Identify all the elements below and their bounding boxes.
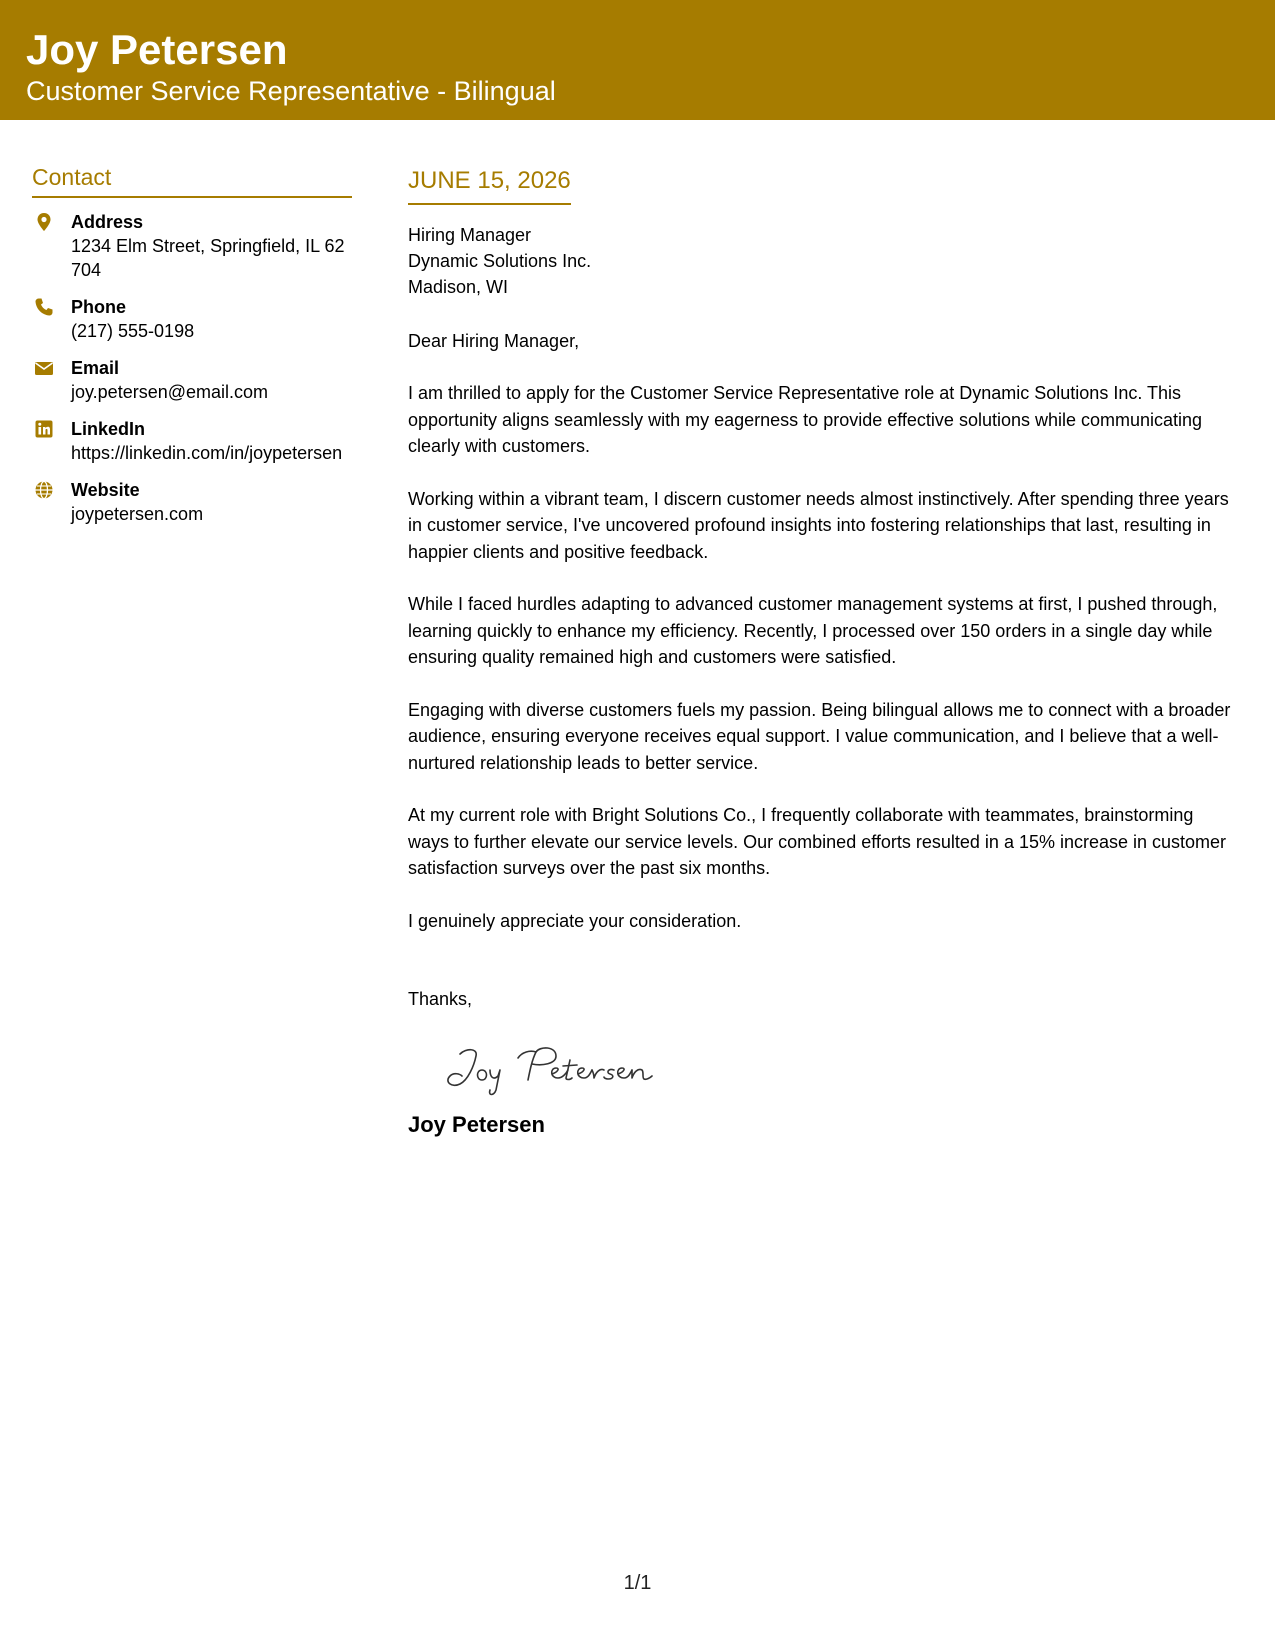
contact-item-address [32, 210, 352, 282]
linkedin-icon [34, 419, 54, 439]
contact-item-website [32, 478, 352, 526]
paragraph-4: Engaging with diverse customers fuels my passion. Being bilingual allows me to connect with a broader audience, ensuring everyone receives equal support. I value communication, and I believe that a well-nurtured relationship leads to better service. [408, 699, 1231, 773]
signer-name: Joy Petersen [408, 1112, 545, 1137]
recipient-line-location: Madison, WI [408, 277, 509, 297]
contact-label-address: Address [71, 212, 144, 232]
contact-label-website: Website [71, 480, 140, 500]
contact-value-linkedin[interactable]: https://linkedin.com/in/joypetersen [71, 443, 343, 463]
envelope-icon [34, 358, 54, 378]
contact-label-email: Email [71, 358, 120, 378]
contact-value-phone: (217) 555-0198 [71, 321, 195, 341]
globe-icon [34, 480, 54, 500]
contact-list [32, 210, 352, 526]
contact-value-website[interactable]: joypetersen.com [71, 504, 204, 524]
applicant-name: Joy Petersen [26, 26, 288, 73]
handwritten-signature [432, 1040, 662, 1100]
paragraph-5: At my current role with Bright Solutions Co., I frequently collaborate with teammates, brainstorming ways to further elevate our service levels. Our combined efforts resulted in a 15% increase in customer satisfaction surveys over the past six months. [408, 805, 1227, 878]
contact-label-phone: Phone [71, 297, 127, 317]
contact-value-address: 1234 Elm Street, Springfield, IL 62704 [71, 236, 345, 280]
contact-item-phone [32, 295, 352, 343]
contact-item-linkedin [32, 417, 352, 465]
paragraph-1: I am thrilled to apply for the Customer Service Representative role at Dynamic Solutions Inc. This opportunity aligns seamlessly with my eagerness to provide effective solutions while communicating clearly with customers. [408, 383, 1203, 456]
contact-value-email[interactable]: joy.petersen@email.com [71, 382, 269, 402]
paragraph-3: While I faced hurdles adapting to advanced customer management systems at first, I pushed through, learning quickly to enhance my efficiency. Recently, I processed over 150 orders in a single day while ensuring quality remained high and customers were satisfied. [408, 594, 1218, 667]
contact-label-linkedin: LinkedIn [71, 419, 146, 439]
applicant-title: Customer Service Representative - Bilingual [26, 76, 556, 106]
paragraph-2: Working within a vibrant team, I discern customer needs almost instinctively. After spending three years in customer service, I've uncovered profound insights into fostering relationships that last, resulting in happier clients and positive feedback. [408, 488, 1229, 562]
map-pin-icon [34, 212, 54, 232]
paragraph-6: I genuinely appreciate your consideration. [408, 910, 742, 931]
header-banner [0, 0, 1275, 120]
recipient-block [408, 222, 1238, 300]
recipient-line-company: Dynamic Solutions Inc. [408, 251, 592, 271]
recipient-line-title: Hiring Manager [408, 225, 532, 245]
contact-item-email [32, 356, 352, 404]
phone-icon [34, 297, 54, 317]
page-number: 1/1 [623, 1572, 652, 1594]
salutation: Dear Hiring Manager, [408, 331, 580, 351]
closing: Thanks, [408, 989, 473, 1009]
letter-date: JUNE 15, 2026 [408, 165, 571, 205]
contact-sidebar [32, 162, 352, 539]
contact-heading: Contact [32, 162, 352, 198]
letter-body [408, 165, 1238, 1140]
